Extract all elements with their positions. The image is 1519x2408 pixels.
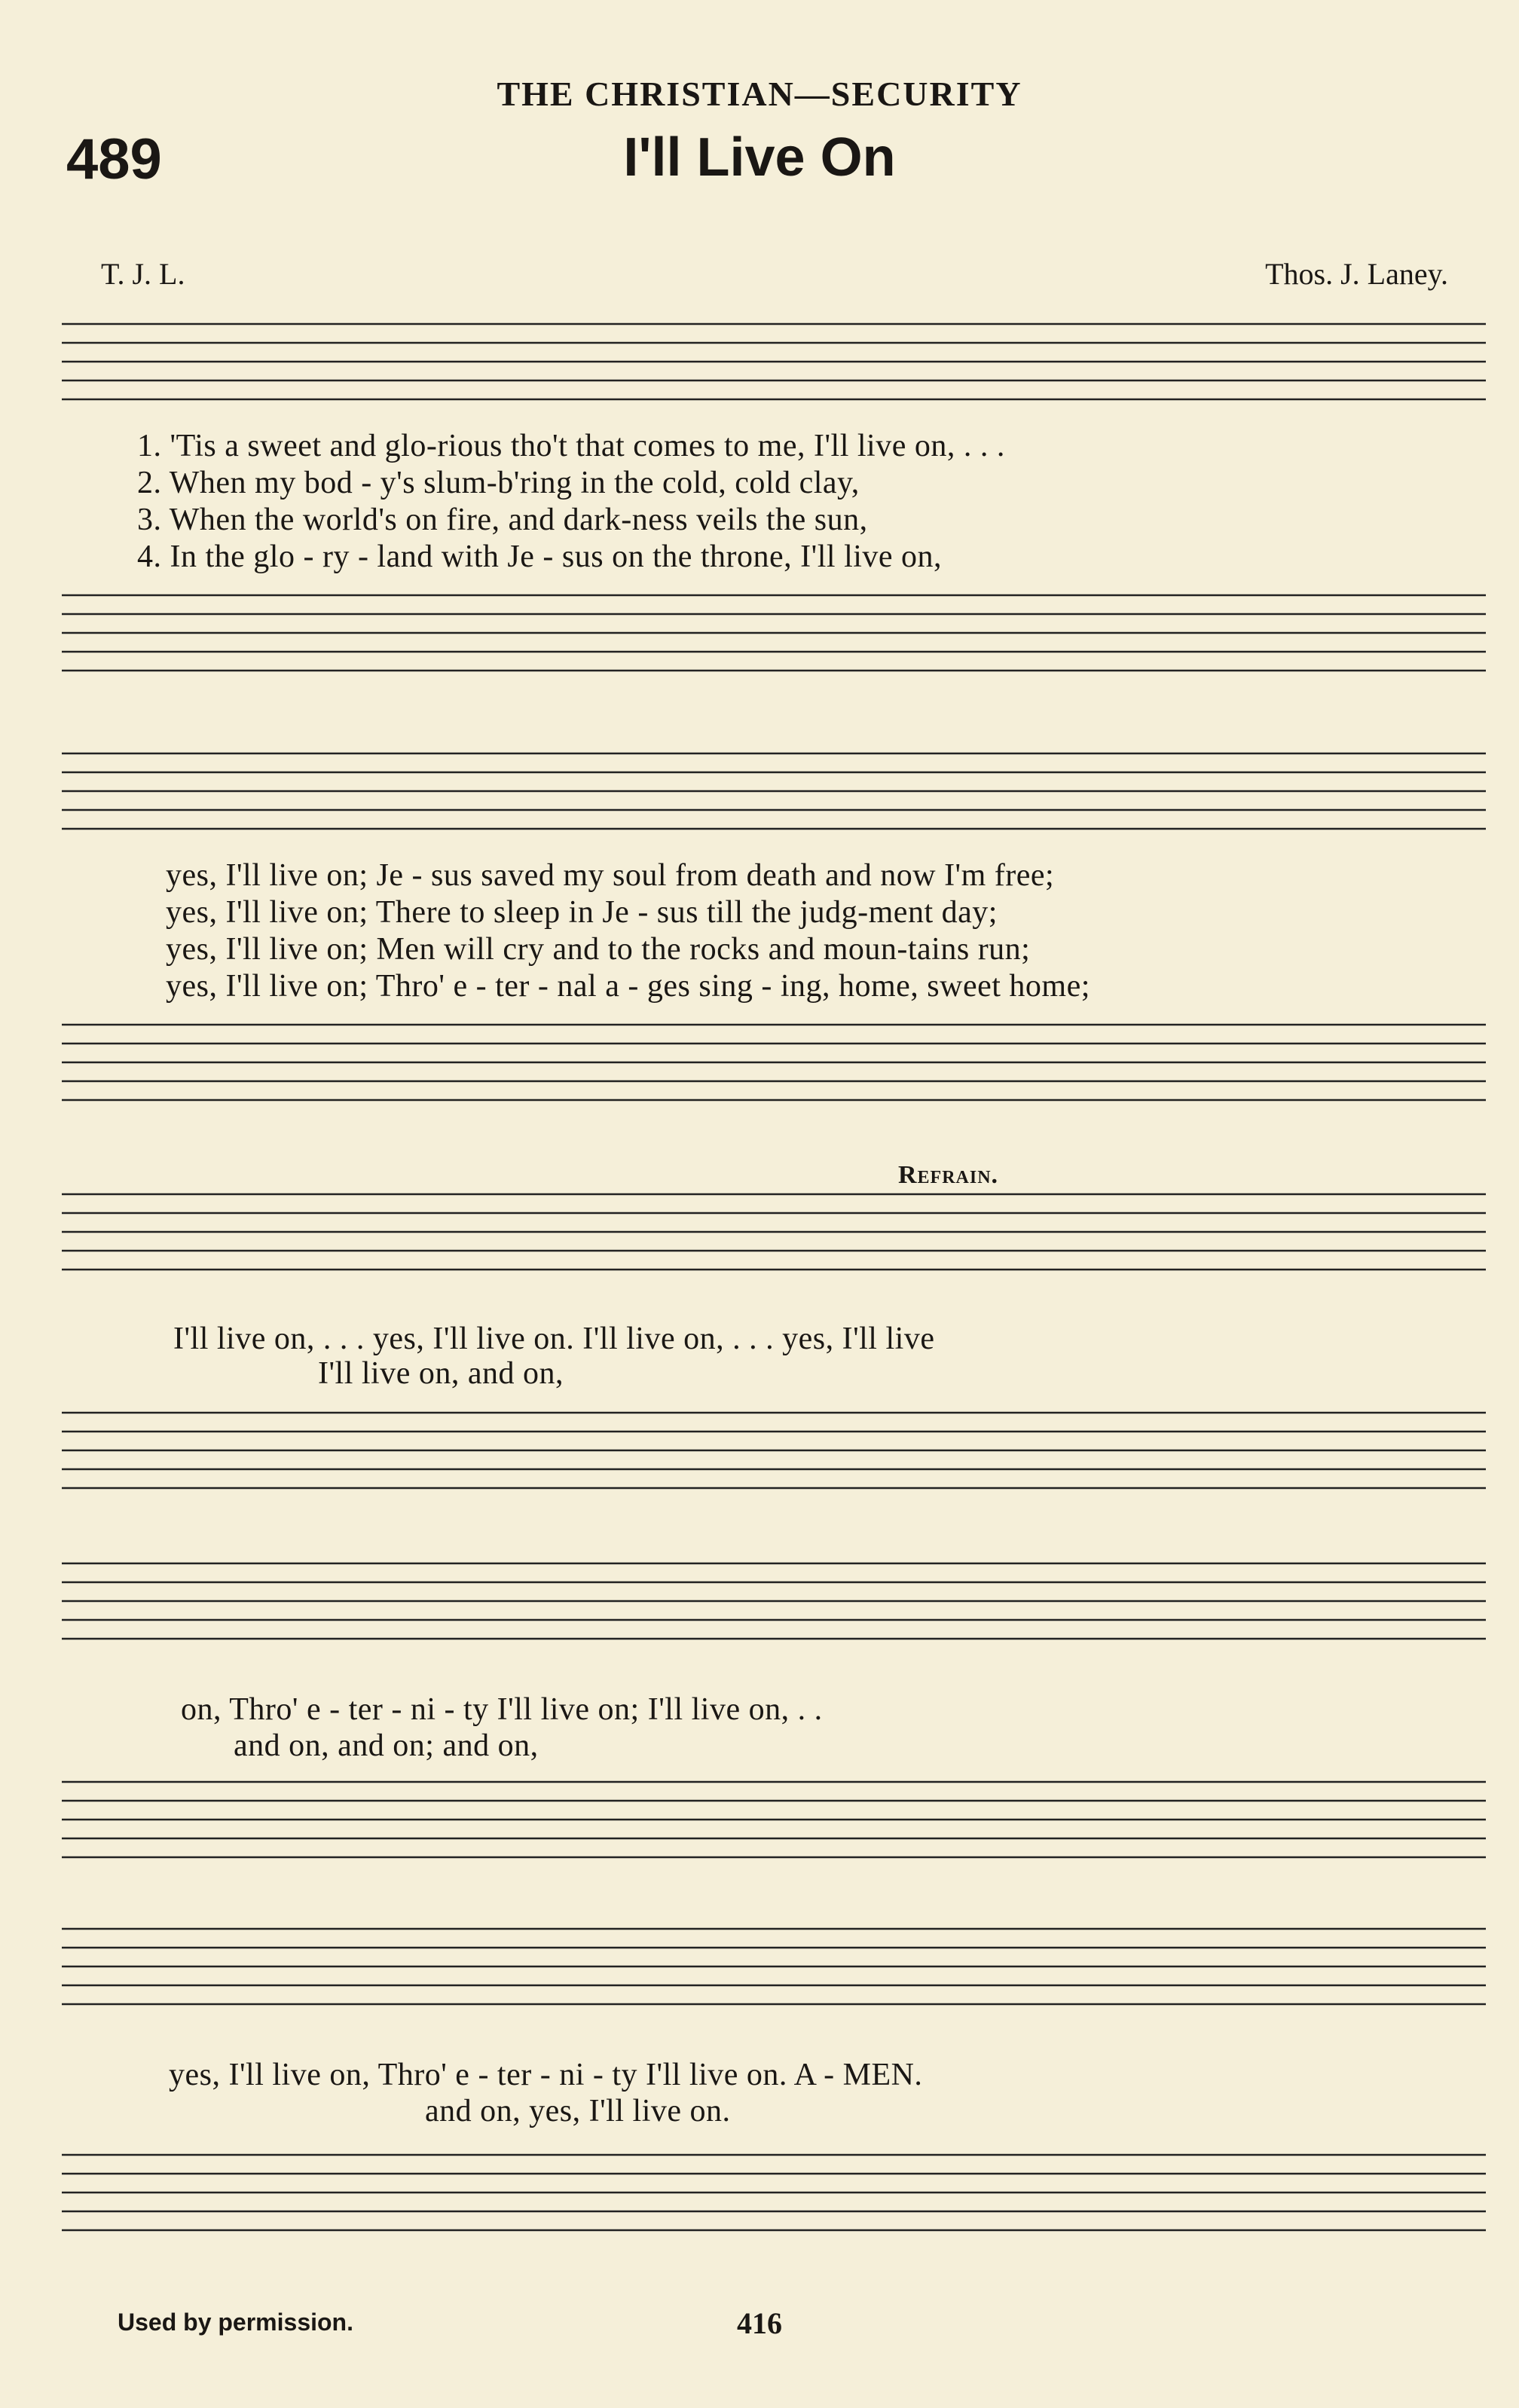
hymn-number: 489 [66, 127, 162, 191]
music-credit: Thos. J. Laney. [1265, 257, 1448, 291]
hymn-title: I'll Live On [623, 127, 896, 188]
refrain-line: on, Thro' e - ter - ni - ty I'll live on; I'll live on, . . [181, 1692, 823, 1727]
treble-staff [62, 1906, 1486, 2042]
music-system-2 [62, 731, 1486, 1138]
bass-staff [62, 2132, 1486, 2268]
section-title: THE CHRISTIAN—SECURITY [497, 75, 1022, 113]
bass-staff [62, 1390, 1486, 1526]
refrain-line: I'll live on, and on, [318, 1356, 564, 1391]
treble-staff [62, 1541, 1486, 1676]
refrain-line: yes, I'll live on, Thro' e - ter - ni - ty I'll live on. A - MEN. [169, 2058, 923, 2092]
bass-staff [62, 1002, 1486, 1138]
refrain-line: and on, and on; and on, [234, 1728, 539, 1763]
verse-line: 3. When the world's on fire, and dark-ness veils the sun, [137, 503, 868, 537]
bass-staff [62, 573, 1486, 708]
music-system-3 [62, 1161, 1486, 1518]
treble-staff [62, 1172, 1486, 1307]
music-system-4 [62, 1541, 1486, 1887]
verse-line: yes, I'll live on; Thro' e - ter - nal a - ges sing - ing, home, sweet home; [166, 969, 1090, 1004]
refrain-label: Refrain. [898, 1161, 999, 1189]
page-number: 416 [737, 2306, 782, 2340]
music-system-1 [62, 301, 1486, 708]
treble-staff [62, 731, 1486, 866]
verse-line: 4. In the glo - ry - land with Je - sus on the throne, I'll live on, [137, 539, 943, 574]
verse-line: yes, I'll live on; Je - sus saved my soul from death and now I'm free; [166, 858, 1055, 893]
permission-note: Used by permission. [118, 2309, 353, 2336]
refrain-line: I'll live on, . . . yes, I'll live on. I'll live on, . . . yes, I'll live [173, 1322, 935, 1356]
treble-staff [62, 301, 1486, 437]
verse-line: yes, I'll live on; There to sleep in Je - sus till the judg-ment day; [166, 895, 998, 930]
words-credit: T. J. L. [101, 257, 185, 291]
refrain-line: and on, yes, I'll live on. [425, 2094, 731, 2128]
music-system-5 [62, 1906, 1486, 2283]
verse-line: 1. 'Tis a sweet and glo-rious tho't that comes to me, I'll live on, . . . [137, 429, 1005, 463]
verse-line: yes, I'll live on; Men will cry and to the rocks and moun-tains run; [166, 932, 1031, 967]
bass-staff [62, 1759, 1486, 1895]
verse-line: 2. When my bod - y's slum-b'ring in the cold, cold clay, [137, 466, 860, 500]
